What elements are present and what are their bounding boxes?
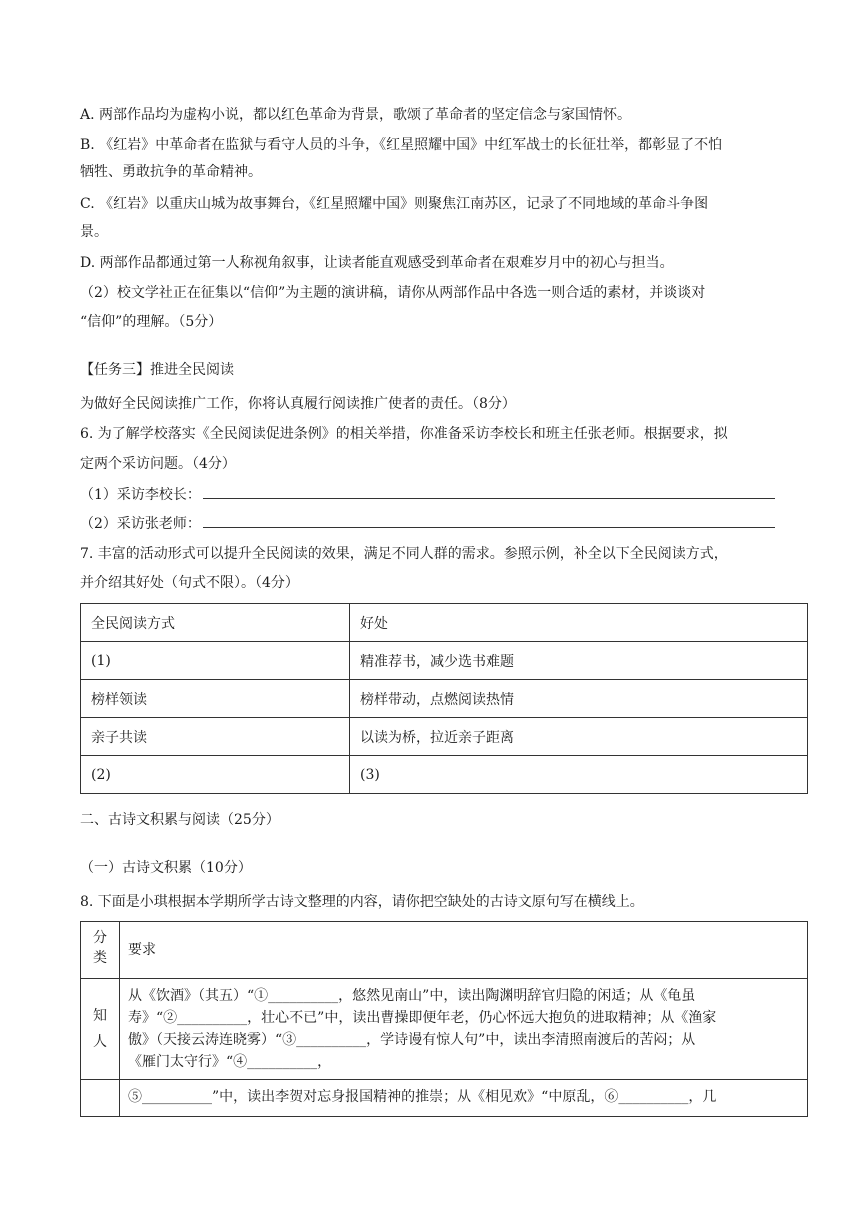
- requirement-line: ⑤__________”中，读出李贺对忘身报国精神的推崇；从《相见欢》“中原乱，⑥__________，几: [128, 1089, 717, 1105]
- table-header-row: [81, 604, 808, 642]
- table-cell: [81, 979, 120, 1080]
- table-row: [81, 756, 808, 794]
- q5-option-a: A. 两部作品均为虚构小说，都以红色革命为背景，歌颂了革命者的坚定信念与家国情怀。: [80, 107, 632, 123]
- q5-option-d: D. 两部作品都通过第一人称视角叙事，让读者能直观感受到革命者在艰难岁月中的初心与担当。: [80, 255, 674, 271]
- q5-option-c-line1: C. 《红岩》以重庆山城为故事舞台，《红星照耀中国》则聚焦江南苏区，记录了不同地域的革命斗争图: [80, 196, 709, 212]
- q6-item2: [80, 513, 788, 534]
- table-cell: 精准荐书，减少选书难题: [350, 642, 808, 680]
- table-cell: 榜样领读: [81, 680, 350, 718]
- q5-sub2-line2: “信仰”的理解。（5分）: [80, 314, 223, 330]
- table-row: [81, 680, 808, 718]
- section2-title: 二、古诗文积累与阅读（25分）: [80, 812, 280, 828]
- table-cell[interactable]: (2): [81, 756, 350, 794]
- table-cell: [120, 1080, 808, 1117]
- category-zhiren-label: 知人: [93, 1008, 107, 1050]
- table-cell[interactable]: (3): [350, 756, 808, 794]
- requirement-line: 傲》（天接云涛连晓雾）“③__________，学诗谩有惊人句”中，读出李清照南渡后的苦闷；从: [128, 1032, 696, 1048]
- requirement-line: 《雁门太守行》“④__________，: [128, 1054, 332, 1070]
- table-cell: 榜样带动，点燃阅读热情: [350, 680, 808, 718]
- q5-option-c-line2: 景。: [80, 224, 108, 240]
- q6-line2: 定两个采访问题。（4分）: [80, 456, 236, 472]
- table-header-cell: [81, 922, 120, 979]
- table-header-cell: 全民阅读方式: [81, 604, 350, 642]
- table-cell: 亲子共读: [81, 718, 350, 756]
- task3-intro: 为做好全民阅读推广工作，你将认真履行阅读推广使者的责任。（8分）: [80, 396, 516, 412]
- table-cell: [81, 1080, 120, 1117]
- header-category-label: 分类: [93, 930, 107, 966]
- q6-item1-label: （1）采访李校长：: [80, 487, 201, 503]
- table-row: [81, 1080, 808, 1117]
- task3-title: 【任务三】推进全民阅读: [80, 362, 234, 378]
- q5-sub2-line1: （2）校文学社正在征集以“信仰”为主题的演讲稿，请你从两部作品中各选一则合适的素材，并谈谈对: [80, 285, 706, 301]
- table-row: [81, 718, 808, 756]
- table-header-row: [81, 922, 808, 979]
- q5-option-b-line1: B. 《红岩》中革命者在监狱与看守人员的斗争，《红星照耀中国》中红军战士的长征壮举，都彰显了不怕: [80, 137, 723, 153]
- table-header-cell: 好处: [350, 604, 808, 642]
- section2-sub1-title: （一）古诗文积累（10分）: [80, 860, 252, 876]
- table-row: [81, 979, 808, 1080]
- requirement-line: 寿》“②__________，壮心不已”中，读出曹操即便年老，仍心怀远大抱负的进取精神；从《渔家: [128, 1010, 717, 1026]
- table-cell: [120, 979, 808, 1080]
- q7-line1: 7. 丰富的活动形式可以提升全民阅读的效果，满足不同人群的需求。参照示例，补全以下全民阅读方式，: [80, 546, 728, 562]
- table-header-cell: 要求: [120, 922, 808, 979]
- q6-line1: 6. 为了解学校落实《全民阅读促进条例》的相关举措，你准备采访李校长和班主任张老师。根据要求，拟: [80, 426, 728, 442]
- q7-line2: 并介绍其好处（句式不限）。（4分）: [80, 575, 299, 591]
- q7-reading-methods-table: [80, 603, 808, 794]
- q6-item2-answer-blank[interactable]: [203, 513, 775, 528]
- q6-item2-label: （2）采访张老师：: [80, 516, 201, 532]
- q8-line1: 8. 下面是小琪根据本学期所学古诗文整理的内容，请你把空缺处的古诗文原句写在横线上。: [80, 894, 644, 910]
- q8-poetry-table: [80, 921, 808, 1117]
- requirement-line: 从《饮酒》（其五）“①__________，悠然见南山”中，读出陶渊明辞官归隐的闲适；从《龟虽: [128, 988, 696, 1004]
- table-cell[interactable]: (1): [81, 642, 350, 680]
- q6-item1-answer-blank[interactable]: [203, 484, 775, 499]
- table-cell: 以读为桥，拉近亲子距离: [350, 718, 808, 756]
- q5-option-b-line2: 牺牲、勇敢抗争的革命精神。: [80, 164, 262, 180]
- table-row: [81, 642, 808, 680]
- q6-item1: [80, 484, 788, 505]
